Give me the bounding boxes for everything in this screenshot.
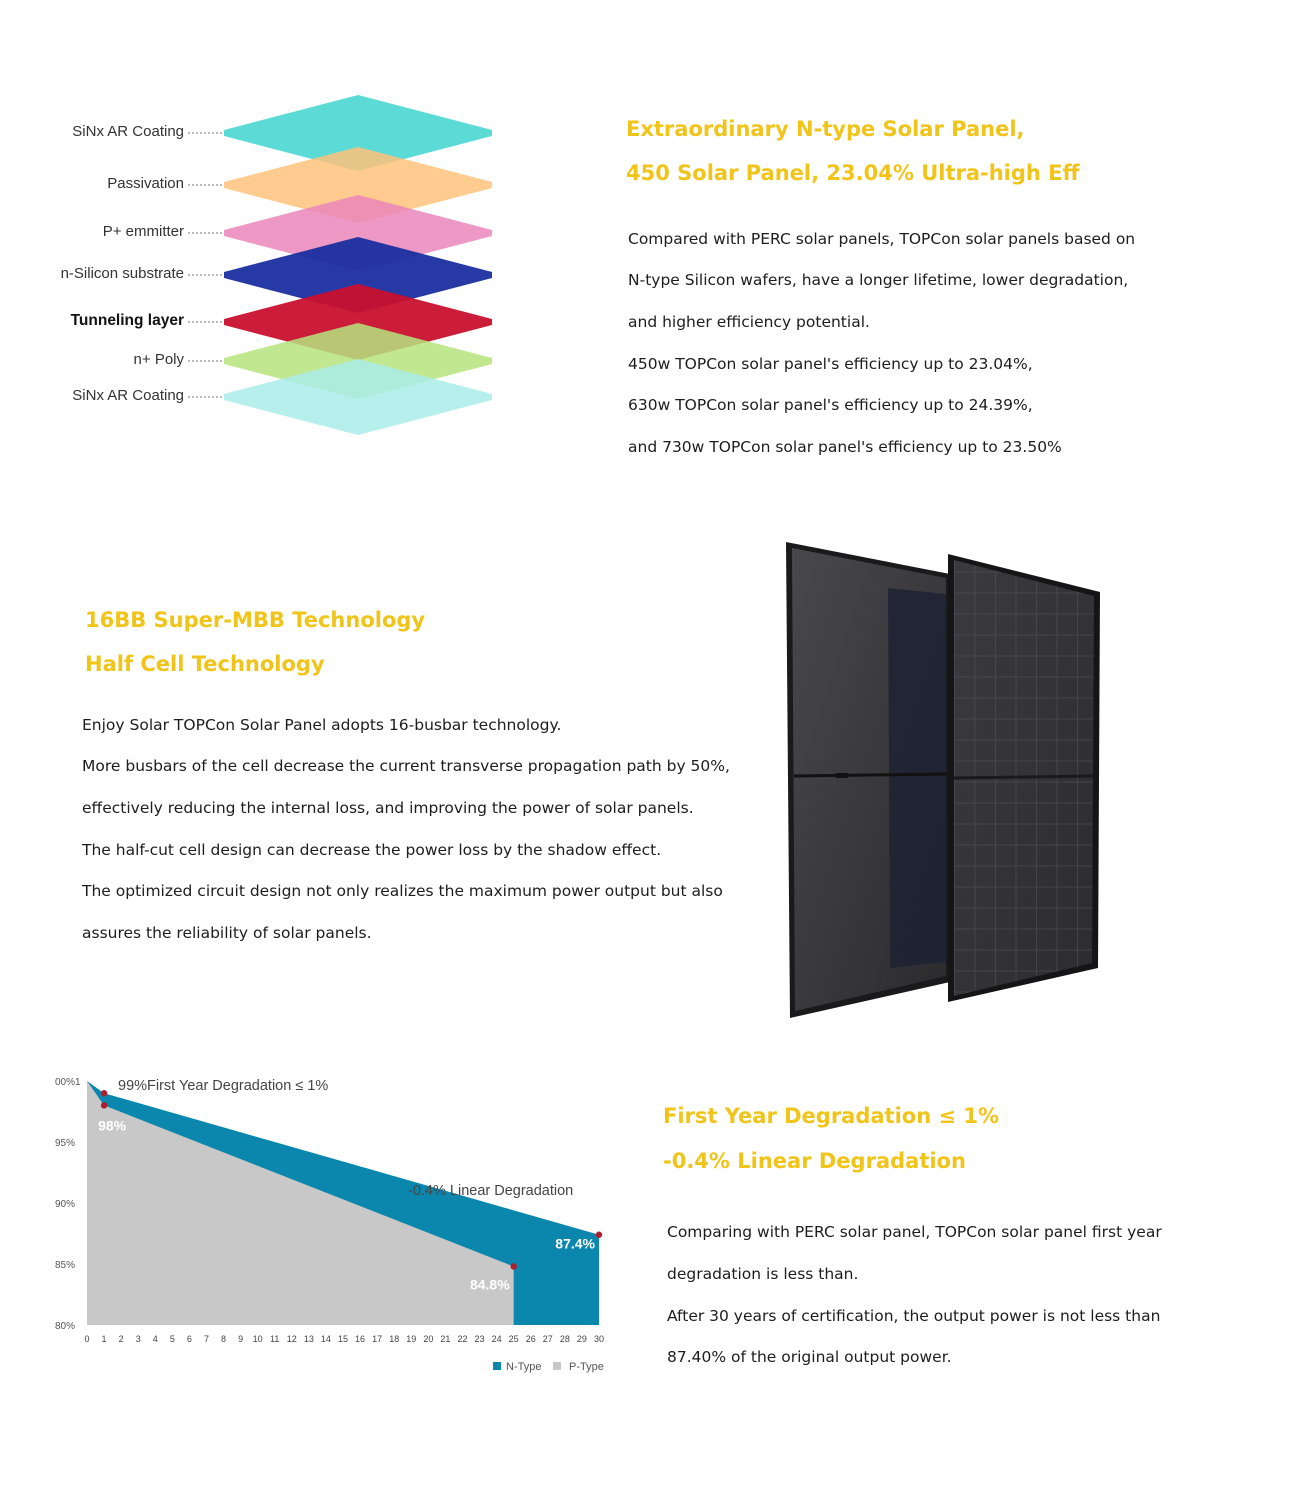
data-label: 98%	[98, 1117, 127, 1134]
section3-title-line2: -0.4% Linear Degradation	[663, 1149, 966, 1173]
x-tick-label: 20	[423, 1334, 434, 1344]
x-tick-label: 29	[576, 1334, 587, 1344]
x-tick-label: 30	[593, 1334, 605, 1344]
x-tick-label: 9	[238, 1334, 244, 1344]
data-point-marker	[101, 1090, 107, 1096]
layer-label: n-Silicon substrate	[60, 265, 184, 282]
x-tick-label: 28	[559, 1334, 570, 1344]
section3-line: Comparing with PERC solar panel, TOPCon solar panel first year	[667, 1223, 1162, 1241]
data-label: 84.8%	[469, 1276, 510, 1293]
section1-line: and higher efficiency potential.	[628, 313, 870, 331]
legend-swatch-ntype	[493, 1362, 501, 1370]
section2-title-line1: 16BB Super-MBB Technology	[85, 608, 426, 632]
x-tick-label: 0	[84, 1334, 90, 1344]
legend-label-ptype: P-Type	[569, 1361, 604, 1373]
x-tick-label: 19	[406, 1334, 417, 1344]
x-tick-label: 5	[169, 1334, 175, 1344]
x-tick-label: 14	[320, 1334, 331, 1344]
section2-line: assures the reliability of solar panels.	[82, 924, 372, 942]
x-tick-label: 10	[252, 1334, 263, 1344]
section1-line: N-type Silicon wafers, have a longer lifetime, lower degradation,	[628, 271, 1129, 289]
x-tick-label: 7	[203, 1334, 209, 1344]
x-tick-label: 8	[221, 1334, 227, 1344]
annotation-first-year: 99%First Year Degradation ≤ 1%	[118, 1078, 329, 1094]
layer-label: SiNx AR Coating	[72, 123, 184, 140]
layer-label: P+ emmitter	[102, 223, 184, 240]
x-tick-label: 1	[101, 1334, 107, 1344]
section1-line: 450w TOPCon solar panel's efficiency up to 23.04%,	[628, 355, 1033, 373]
section1-title-line1: Extraordinary N-type Solar Panel,	[626, 117, 1025, 141]
data-point-marker	[510, 1263, 516, 1269]
x-tick-label: 23	[474, 1334, 485, 1344]
annotation-linear: -0.4% Linear Degradation	[408, 1183, 574, 1199]
x-tick-label: 16	[355, 1334, 366, 1344]
data-label: 87.4%	[555, 1235, 595, 1252]
front-panel	[948, 554, 1100, 1002]
x-tick-label: 13	[303, 1334, 314, 1344]
x-tick-label: 17	[372, 1334, 383, 1344]
x-tick-label: 11	[270, 1334, 280, 1344]
section3-line: 87.40% of the original output power.	[667, 1348, 952, 1366]
y-tick-label: 80%	[55, 1321, 76, 1332]
x-tick-label: 18	[389, 1334, 400, 1344]
layer-label: SiNx AR Coating	[72, 387, 184, 404]
section2-line: The optimized circuit design not only realizes the maximum power output but also	[82, 882, 723, 900]
section1-line: and 730w TOPCon solar panel's efficiency up to 23.50%	[628, 438, 1062, 456]
layer-label: Tunneling layer	[70, 312, 184, 329]
x-tick-label: 21	[440, 1334, 451, 1344]
x-tick-label: 26	[525, 1334, 536, 1344]
x-tick-label: 2	[118, 1334, 124, 1344]
x-tick-label: 4	[152, 1334, 158, 1344]
layer-stack-svg	[0, 0, 600, 480]
y-tick-label: 85%	[55, 1260, 76, 1271]
x-tick-label: 3	[135, 1334, 141, 1344]
x-tick-label: 12	[286, 1334, 297, 1344]
legend-swatch-ptype	[553, 1362, 561, 1370]
section3-line: degradation is less than.	[667, 1265, 859, 1283]
section3-line: After 30 years of certification, the output power is not less than	[667, 1307, 1161, 1325]
junction-box	[836, 773, 848, 778]
x-tick-label: 24	[491, 1334, 502, 1344]
layer-label: Passivation	[107, 175, 184, 192]
x-tick-label: 6	[186, 1334, 192, 1344]
data-point-marker	[101, 1102, 107, 1108]
section2-line: effectively reducing the internal loss, and improving the power of solar panels.	[82, 799, 694, 817]
layer-label: n+ Poly	[133, 351, 184, 368]
y-tick-label: 90%	[55, 1199, 76, 1210]
degradation-chart	[40, 1060, 630, 1390]
y-tick-label: 95%	[55, 1138, 76, 1149]
section1-title-line2: 450 Solar Panel, 23.04% Ultra-high Eff	[626, 161, 1080, 185]
section2-line: Enjoy Solar TOPCon Solar Panel adopts 16-busbar technology.	[82, 716, 562, 734]
x-tick-label: 22	[457, 1334, 468, 1344]
x-tick-label: 15	[337, 1334, 349, 1344]
x-tick-label: 25	[508, 1334, 519, 1344]
section2-title-line2: Half Cell Technology	[85, 652, 325, 676]
section2-line: The half-cut cell design can decrease the power loss by the shadow effect.	[82, 841, 662, 859]
chart-legend	[493, 1361, 604, 1373]
x-tick-label: 27	[542, 1334, 553, 1344]
y-tick-label: 00%1	[55, 1077, 81, 1088]
legend-label-ntype: N-Type	[506, 1361, 542, 1373]
solar-panel-image	[770, 530, 1120, 1030]
back-panel	[786, 542, 950, 1018]
section1-line: 630w TOPCon solar panel's efficiency up to 24.39%,	[628, 396, 1033, 414]
section1-line: Compared with PERC solar panels, TOPCon solar panels based on	[628, 230, 1136, 248]
section3-title-line1: First Year Degradation ≤ 1%	[663, 1104, 1000, 1128]
data-point-marker	[596, 1232, 602, 1238]
section2-line: More busbars of the cell decrease the current transverse propagation path by 50%,	[82, 757, 730, 775]
